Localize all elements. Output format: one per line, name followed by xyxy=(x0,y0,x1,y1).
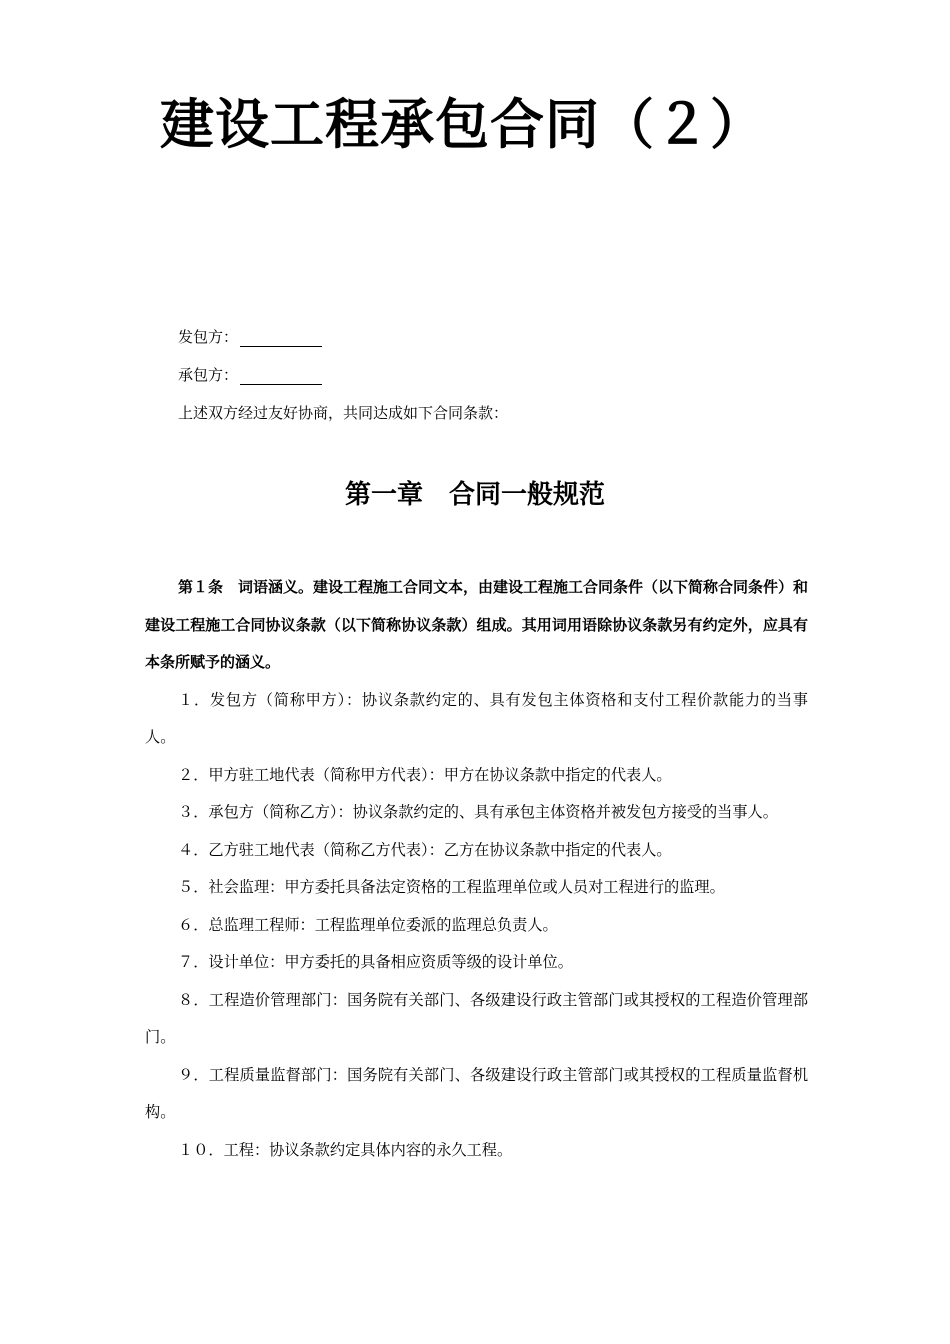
definition-item: ７．设计单位：甲方委托的具备相应资质等级的设计单位。 xyxy=(178,953,573,971)
chapter-heading: 第一章 合同一般规范 xyxy=(344,480,605,510)
contractor-label: 承包方： xyxy=(178,366,239,384)
document-title: 建设工程承包合同（２） xyxy=(160,93,765,156)
definition-item: ６．总监理工程师：工程监理单位委派的监理总负责人。 xyxy=(178,915,558,934)
contractor-blank xyxy=(240,370,322,385)
employer-line xyxy=(178,326,322,347)
definition-item: ８．工程造价管理部门：国务院有关部门、各级建设行政主管部门或其授权的工程造价管理部门。 xyxy=(145,990,808,1046)
definition-item: ５．社会监理：甲方委托具备法定资格的工程监理单位或人员对工程进行的监理。 xyxy=(178,878,725,896)
definition-item: １．发包方（简称甲方）：协议条款约定的、具有发包主体资格和支付工程价款能力的当事人。 xyxy=(145,690,808,746)
article-1: 第１条 词语涵义。建设工程施工合同文本，由建设工程施工合同条件（以下简称合同条件）和建设工程施工合同协议条款（以下简称协议条款）组成。其用词用语除协议条款另有约定外，应具有本条所赋予的涵义。 xyxy=(145,578,809,671)
definition-item: ４．乙方驻工地代表（简称乙方代表）：乙方在协议条款中指定的代表人。 xyxy=(178,840,672,859)
definition-item: １０．工程：协议条款约定具体内容的永久工程。 xyxy=(178,1140,513,1159)
employer-blank xyxy=(240,332,322,347)
definition-item: ９．工程质量监督部门：国务院有关部门、各级建设行政主管部门或其授权的工程质量监督机构。 xyxy=(145,1065,808,1121)
contract-body xyxy=(145,569,808,1169)
contractor-line xyxy=(178,364,322,385)
definition-item: ２．甲方驻工地代表（简称甲方代表）：甲方在协议条款中指定的代表人。 xyxy=(178,765,672,784)
employer-label: 发包方： xyxy=(178,328,239,346)
intro-text: 上述双方经过友好协商，共同达成如下合同条款： xyxy=(178,404,509,422)
definition-item: ３．承包方（简称乙方）：协议条款约定的、具有承包主体资格并被发包方接受的当事人。 xyxy=(178,803,778,821)
